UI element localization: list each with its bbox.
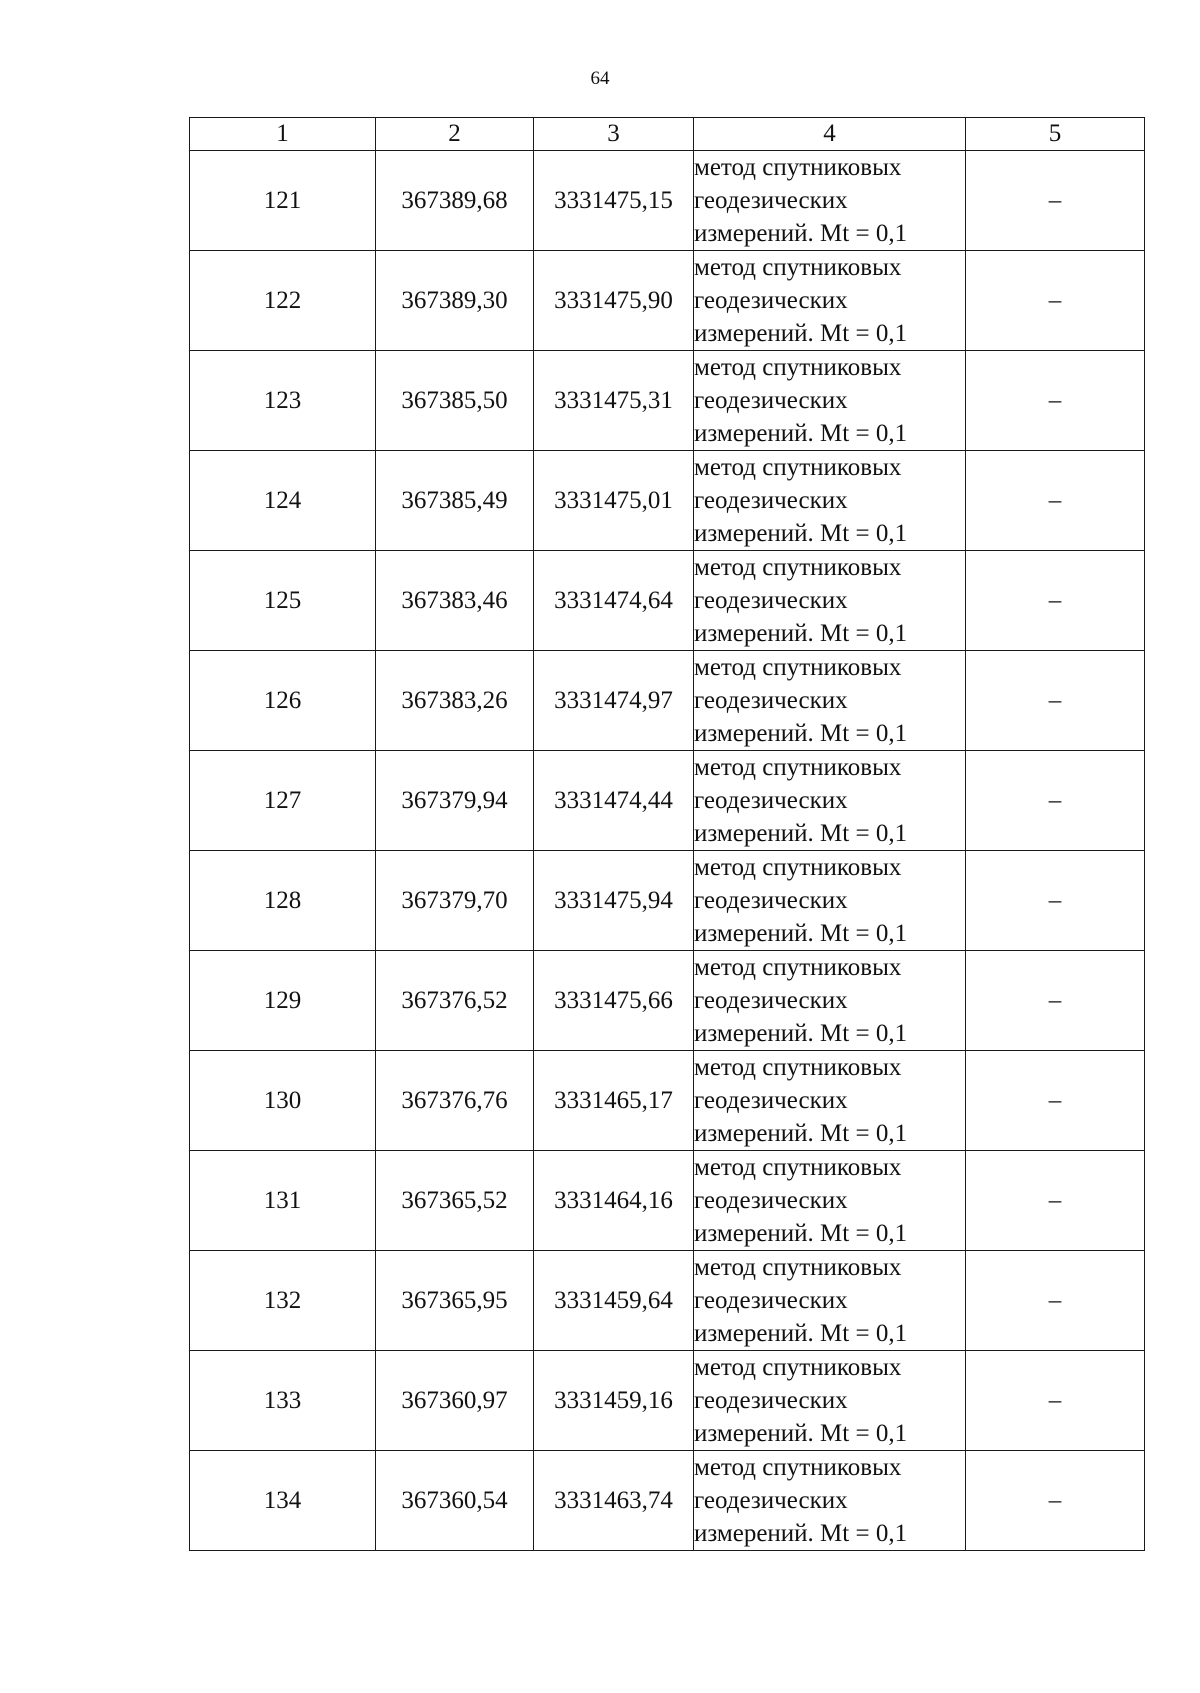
coordinate-y: 3331465,17: [534, 1051, 694, 1151]
coordinate-y: 3331474,64: [534, 551, 694, 651]
point-number: 127: [190, 751, 376, 851]
method-line: измерений. Mt = 0,1: [694, 1120, 908, 1147]
method-line: геодезических: [694, 987, 848, 1014]
point-number: 123: [190, 351, 376, 451]
coordinate-y: 3331475,90: [534, 251, 694, 351]
point-number: 130: [190, 1051, 376, 1151]
method-line: метод спутниковых: [694, 1454, 902, 1481]
table-row: [190, 651, 1145, 751]
coordinate-y: 3331463,74: [534, 1451, 694, 1551]
table-row: [190, 1251, 1145, 1351]
table-header: [190, 118, 1145, 151]
table-row: [190, 851, 1145, 951]
method-line: метод спутниковых: [694, 454, 902, 481]
coordinate-y: 3331475,66: [534, 951, 694, 1051]
method-description: [694, 451, 966, 551]
header-col-5: 5: [966, 118, 1145, 151]
method-line: геодезических: [694, 1487, 848, 1514]
coordinate-y: 3331475,01: [534, 451, 694, 551]
method-line: метод спутниковых: [694, 954, 902, 981]
method-description: [694, 651, 966, 751]
coordinate-x: 367360,97: [376, 1351, 534, 1451]
method-description: [694, 751, 966, 851]
note-cell: –: [966, 351, 1145, 451]
method-line: метод спутниковых: [694, 254, 902, 281]
method-line: геодезических: [694, 1087, 848, 1114]
coordinate-x: 367360,54: [376, 1451, 534, 1551]
note-cell: –: [966, 251, 1145, 351]
table-row: [190, 1451, 1145, 1551]
point-number: 133: [190, 1351, 376, 1451]
point-number: 128: [190, 851, 376, 951]
page-number: 64: [590, 68, 610, 89]
coordinate-x: 367385,50: [376, 351, 534, 451]
method-line: геодезических: [694, 487, 848, 514]
method-line: метод спутниковых: [694, 1054, 902, 1081]
method-line: геодезических: [694, 787, 848, 814]
method-line: метод спутниковых: [694, 1354, 902, 1381]
coordinate-x: 367376,52: [376, 951, 534, 1051]
method-line: измерений. Mt = 0,1: [694, 1220, 908, 1247]
coordinate-y: 3331474,44: [534, 751, 694, 851]
coordinate-y: 3331464,16: [534, 1151, 694, 1251]
coordinate-y: 3331475,15: [534, 151, 694, 251]
method-description: [694, 351, 966, 451]
point-number: 129: [190, 951, 376, 1051]
method-description: [694, 851, 966, 951]
method-line: метод спутниковых: [694, 154, 902, 181]
method-line: метод спутниковых: [694, 754, 902, 781]
method-line: геодезических: [694, 1387, 848, 1414]
method-line: метод спутниковых: [694, 654, 902, 681]
note-cell: –: [966, 1451, 1145, 1551]
method-line: геодезических: [694, 387, 848, 414]
method-description: [694, 1451, 966, 1551]
table-row: [190, 151, 1145, 251]
table-row: [190, 951, 1145, 1051]
coordinate-y: 3331475,94: [534, 851, 694, 951]
coordinate-x: 367379,94: [376, 751, 534, 851]
note-cell: –: [966, 451, 1145, 551]
note-cell: –: [966, 1151, 1145, 1251]
method-line: измерений. Mt = 0,1: [694, 820, 908, 847]
table-row: [190, 1151, 1145, 1251]
table-body: [190, 151, 1145, 1551]
coordinate-x: 367389,68: [376, 151, 534, 251]
method-line: метод спутниковых: [694, 1254, 902, 1281]
header-col-2: 2: [376, 118, 534, 151]
method-line: метод спутниковых: [694, 354, 902, 381]
method-line: метод спутниковых: [694, 1154, 902, 1181]
method-line: измерений. Mt = 0,1: [694, 720, 908, 747]
method-description: [694, 551, 966, 651]
point-number: 132: [190, 1251, 376, 1351]
note-cell: –: [966, 751, 1145, 851]
method-line: метод спутниковых: [694, 554, 902, 581]
header-row: [190, 118, 1145, 151]
note-cell: –: [966, 1251, 1145, 1351]
point-number: 125: [190, 551, 376, 651]
coordinate-x: 367383,26: [376, 651, 534, 751]
method-line: геодезических: [694, 1287, 848, 1314]
table-row: [190, 251, 1145, 351]
table-row: [190, 1051, 1145, 1151]
point-number: 121: [190, 151, 376, 251]
method-line: измерений. Mt = 0,1: [694, 1420, 908, 1447]
method-line: измерений. Mt = 0,1: [694, 1020, 908, 1047]
method-line: измерений. Mt = 0,1: [694, 420, 908, 447]
coordinate-x: 367389,30: [376, 251, 534, 351]
coordinate-x: 367385,49: [376, 451, 534, 551]
coordinate-y: 3331474,97: [534, 651, 694, 751]
point-number: 134: [190, 1451, 376, 1551]
note-cell: –: [966, 551, 1145, 651]
note-cell: –: [966, 1051, 1145, 1151]
method-line: измерений. Mt = 0,1: [694, 520, 908, 547]
header-col-1: 1: [190, 118, 376, 151]
method-line: геодезических: [694, 887, 848, 914]
table-row: [190, 451, 1145, 551]
method-line: измерений. Mt = 0,1: [694, 620, 908, 647]
coordinate-x: 367365,52: [376, 1151, 534, 1251]
method-line: измерений. Mt = 0,1: [694, 320, 908, 347]
coordinate-x: 367379,70: [376, 851, 534, 951]
method-description: [694, 151, 966, 251]
method-line: геодезических: [694, 287, 848, 314]
coordinate-y: 3331459,16: [534, 1351, 694, 1451]
coordinate-x: 367376,76: [376, 1051, 534, 1151]
note-cell: –: [966, 151, 1145, 251]
coordinate-y: 3331459,64: [534, 1251, 694, 1351]
method-line: геодезических: [694, 187, 848, 214]
point-number: 131: [190, 1151, 376, 1251]
method-line: геодезических: [694, 587, 848, 614]
method-line: измерений. Mt = 0,1: [694, 1520, 908, 1547]
note-cell: –: [966, 851, 1145, 951]
point-number: 122: [190, 251, 376, 351]
coordinate-y: 3331475,31: [534, 351, 694, 451]
method-description: [694, 251, 966, 351]
method-description: [694, 1251, 966, 1351]
coordinates-table: [189, 117, 1145, 1551]
coordinate-x: 367365,95: [376, 1251, 534, 1351]
header-col-4: 4: [694, 118, 966, 151]
note-cell: –: [966, 651, 1145, 751]
method-description: [694, 1051, 966, 1151]
method-line: измерений. Mt = 0,1: [694, 920, 908, 947]
method-description: [694, 1351, 966, 1451]
method-line: геодезических: [694, 687, 848, 714]
note-cell: –: [966, 1351, 1145, 1451]
header-col-3: 3: [534, 118, 694, 151]
method-description: [694, 951, 966, 1051]
table-row: [190, 1351, 1145, 1451]
table-row: [190, 351, 1145, 451]
method-line: измерений. Mt = 0,1: [694, 1320, 908, 1347]
table-row: [190, 551, 1145, 651]
method-line: метод спутниковых: [694, 854, 902, 881]
table-row: [190, 751, 1145, 851]
point-number: 126: [190, 651, 376, 751]
point-number: 124: [190, 451, 376, 551]
coordinate-x: 367383,46: [376, 551, 534, 651]
note-cell: –: [966, 951, 1145, 1051]
method-line: геодезических: [694, 1187, 848, 1214]
method-line: измерений. Mt = 0,1: [694, 220, 908, 247]
method-description: [694, 1151, 966, 1251]
